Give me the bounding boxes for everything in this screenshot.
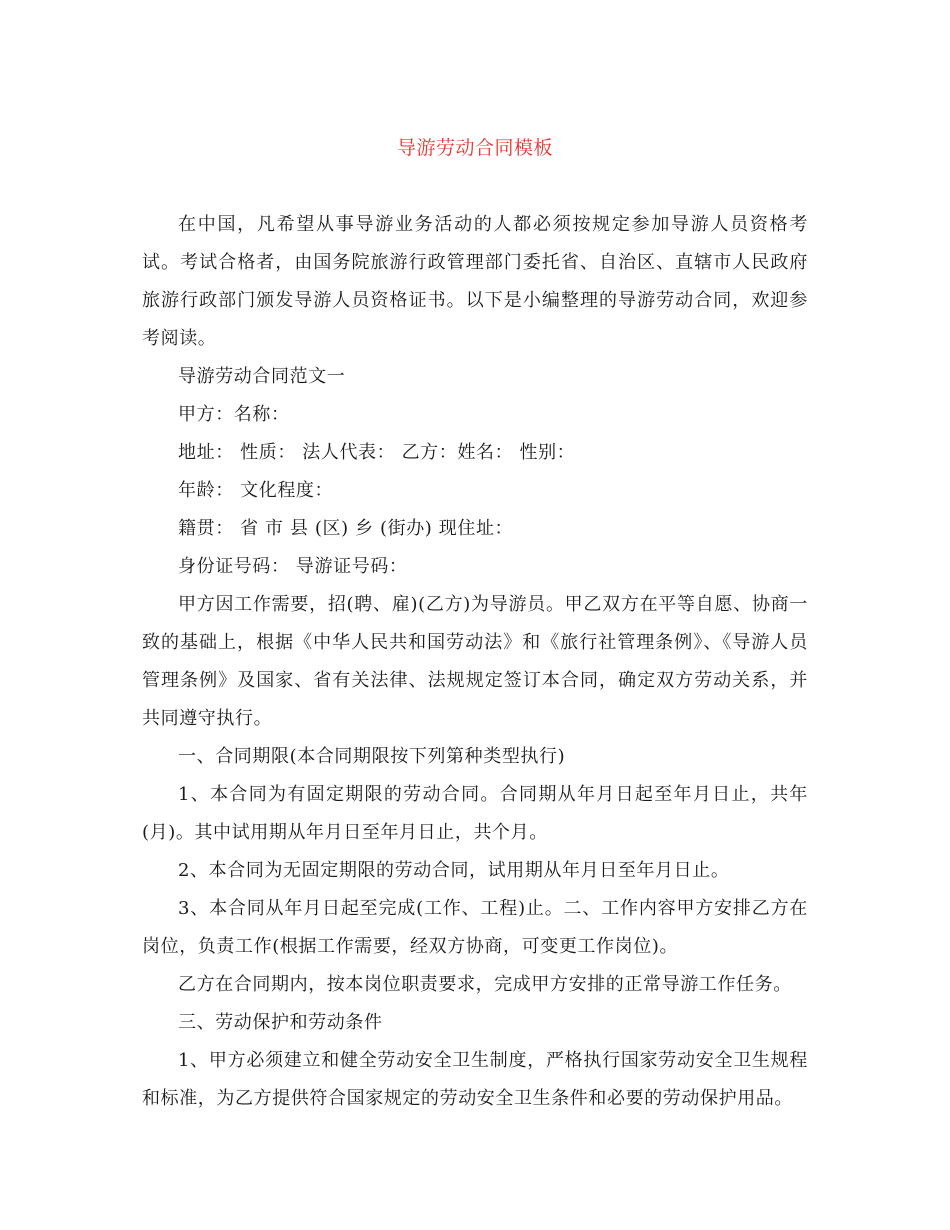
clause-3-1: 1、甲方必须建立和健全劳动安全卫生制度，严格执行国家劳动安全卫生规程和标准，为乙方提供符合国家规定的劳动安全卫生条件和必要的劳动保护用品。 <box>142 1050 808 1109</box>
clause-1-2: 2、本合同为无固定期限的劳动合同，试用期从年月日至年月日止。 <box>178 860 730 881</box>
section-one-heading: 一、合同期限(本合同期限按下列第种类型执行) <box>178 746 566 767</box>
work-duty-paragraph: 乙方在合同期内，按本岗位职责要求，完成甲方安排的正常导游工作任务。 <box>178 974 792 995</box>
intro-paragraph: 在中国，凡希望从事导游业务活动的人都必须按规定参加导游人员资格考试。考试合格者，由国务院旅游行政管理部门委托省、自治区、直辖市人民政府旅游行政部门颁发导游人员资格证书。以下是小编整理的导游劳动合同，欢迎参考阅读。 <box>142 214 808 349</box>
contract-preamble: 甲方因工作需要，招(聘、雇)(乙方)为导游员。甲乙双方在平等自愿、协商一致的基础上，根据《中华人民共和国劳动法》和《旅行社管理条例》、《导游人员管理条例》及国家、省有关法律、法规规定签订本合同，确定双方劳动关系，并共同遵守执行。 <box>142 594 808 729</box>
document-title: 导游劳动合同模板 <box>396 137 553 159</box>
section-heading-sample-one: 导游劳动合同范文一 <box>178 366 346 387</box>
address-nature-line: 地址： 性质： 法人代表： 乙方：姓名： 性别： <box>178 442 576 463</box>
clause-1-1: 1、本合同为有固定期限的劳动合同。合同期从年月日起至年月日止，共年(月)。其中试用期从年月日至年月日止，共个月。 <box>142 784 808 843</box>
clause-1-3: 3、本合同从年月日起至完成(工作、工程)止。二、工作内容甲方安排乙方在岗位，负责工作(根据工作需要，经双方协商，可变更工作岗位)。 <box>142 898 808 957</box>
age-education-line: 年龄： 文化程度： <box>178 480 334 501</box>
party-a-name-line: 甲方：名称： <box>178 404 290 425</box>
id-number-line: 身份证号码： 导游证号码： <box>178 556 408 577</box>
document-body <box>142 206 808 1118</box>
origin-address-line: 籍贯： 省 市 县 (区) 乡 (街办) 现住址： <box>178 518 514 539</box>
section-three-heading: 三、劳动保护和劳动条件 <box>178 1012 383 1033</box>
